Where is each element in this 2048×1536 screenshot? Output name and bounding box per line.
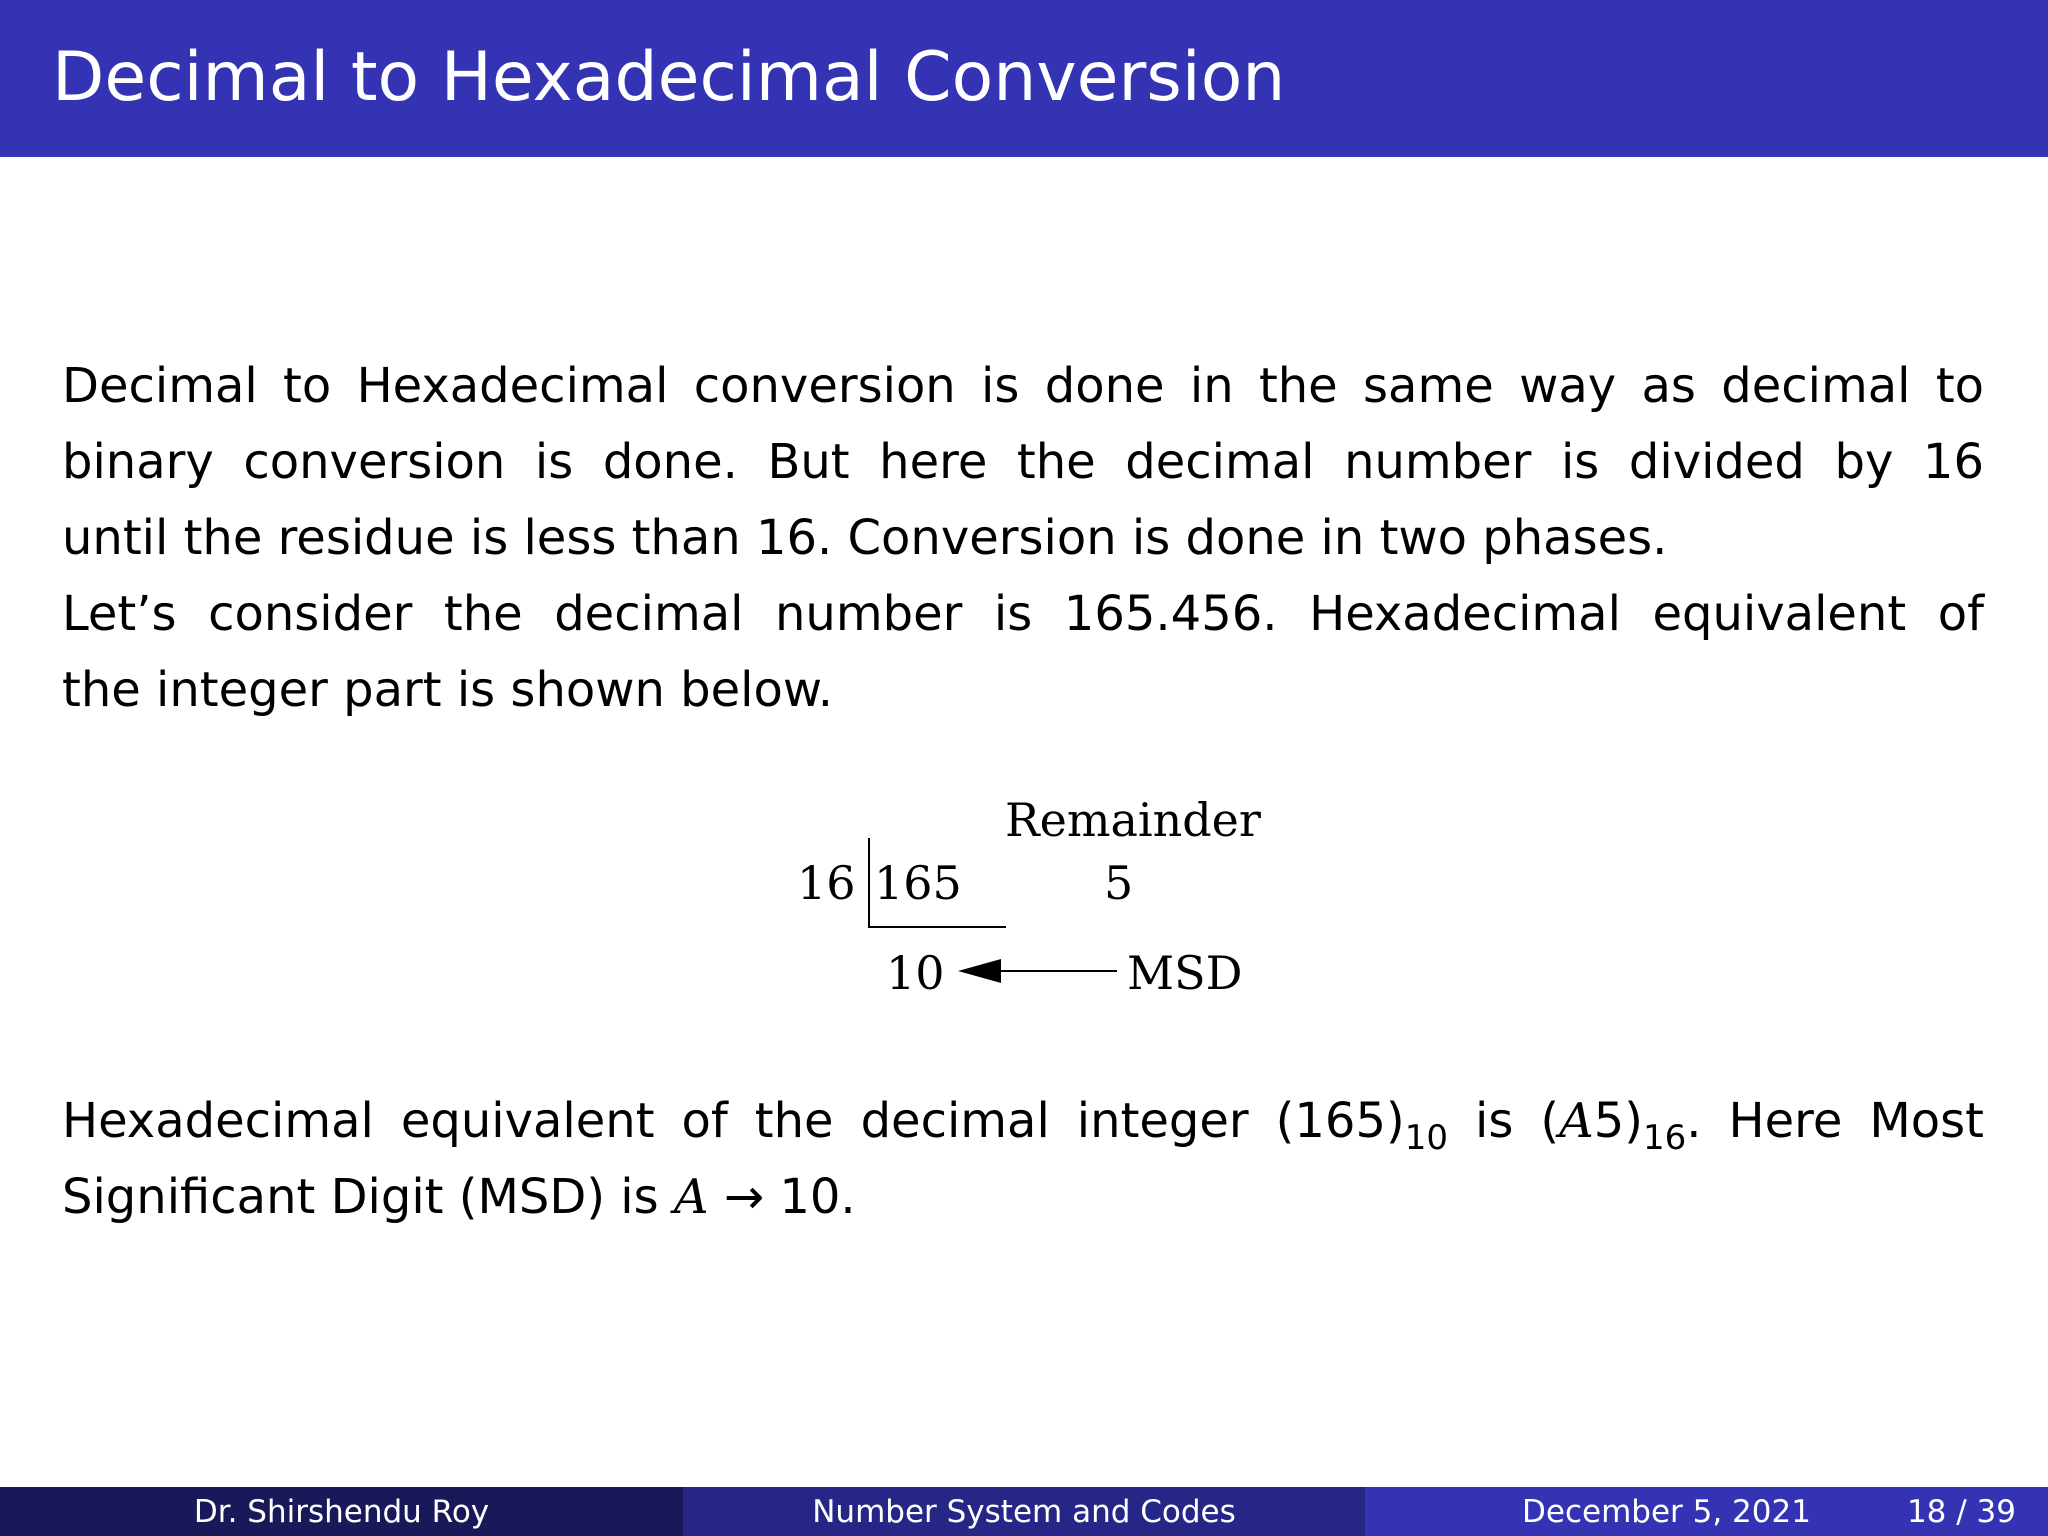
author-name: Dr. Shirshendu Roy bbox=[193, 1493, 490, 1530]
intro-line-2: binary conversion is done. But here the decimal number is divided by 16 bbox=[62, 434, 1984, 490]
base-10-subscript: 10 bbox=[1404, 1118, 1448, 1158]
intro-line-5: the integer part is shown below. bbox=[62, 662, 833, 718]
remainder-value: 5 bbox=[1104, 856, 1134, 910]
quotient: 10 bbox=[886, 946, 945, 1000]
right-arrow-icon: → bbox=[708, 1169, 780, 1225]
conclusion-text-e: Significant Digit (MSD) is bbox=[62, 1169, 674, 1225]
footer-course bbox=[683, 1487, 1365, 1536]
msd-symbol: A bbox=[673, 1169, 709, 1225]
conclusion-paragraph bbox=[62, 1083, 1984, 1235]
conclusion-text-c: 5) bbox=[1593, 1093, 1644, 1149]
msd-value: 10. bbox=[779, 1169, 856, 1225]
conclusion-text-d: . Here Most bbox=[1686, 1093, 1984, 1149]
course-name: Number System and Codes bbox=[812, 1493, 1236, 1530]
footer-author bbox=[0, 1487, 683, 1536]
footer-bar bbox=[0, 1487, 2048, 1536]
hex-digit-a: A bbox=[1559, 1093, 1594, 1149]
conclusion-text-a: Hexadecimal equivalent of the decimal integer (165) bbox=[62, 1093, 1405, 1149]
intro-line-4: Let’s consider the decimal number is 165.456. Hexadecimal equivalent of bbox=[62, 586, 1984, 642]
base-16-subscript: 16 bbox=[1643, 1118, 1687, 1158]
remainder-label: Remainder bbox=[1005, 793, 1261, 847]
conclusion-text-b: is ( bbox=[1448, 1093, 1560, 1149]
footer-date-page bbox=[1365, 1487, 2048, 1536]
dividend: 165 bbox=[874, 856, 962, 910]
conclusion-line-1 bbox=[62, 1083, 1984, 1159]
presentation-date: December 5, 2021 bbox=[1522, 1493, 1811, 1530]
intro-paragraph bbox=[62, 348, 1984, 728]
arrow-head bbox=[958, 959, 1001, 983]
intro-line-1: Decimal to Hexadecimal conversion is done in the same way as decimal to bbox=[62, 358, 1984, 414]
divisor: 16 bbox=[797, 856, 856, 910]
page-number: 18 / 39 bbox=[1906, 1493, 2016, 1530]
slide-title: Decimal to Hexadecimal Conversion bbox=[52, 38, 1286, 117]
title-bar bbox=[0, 0, 2048, 157]
conclusion-line-2 bbox=[62, 1159, 1984, 1235]
msd-label: MSD bbox=[1127, 946, 1243, 1000]
intro-line-3: until the residue is less than 16. Conversion is done in two phases. bbox=[62, 510, 1668, 566]
